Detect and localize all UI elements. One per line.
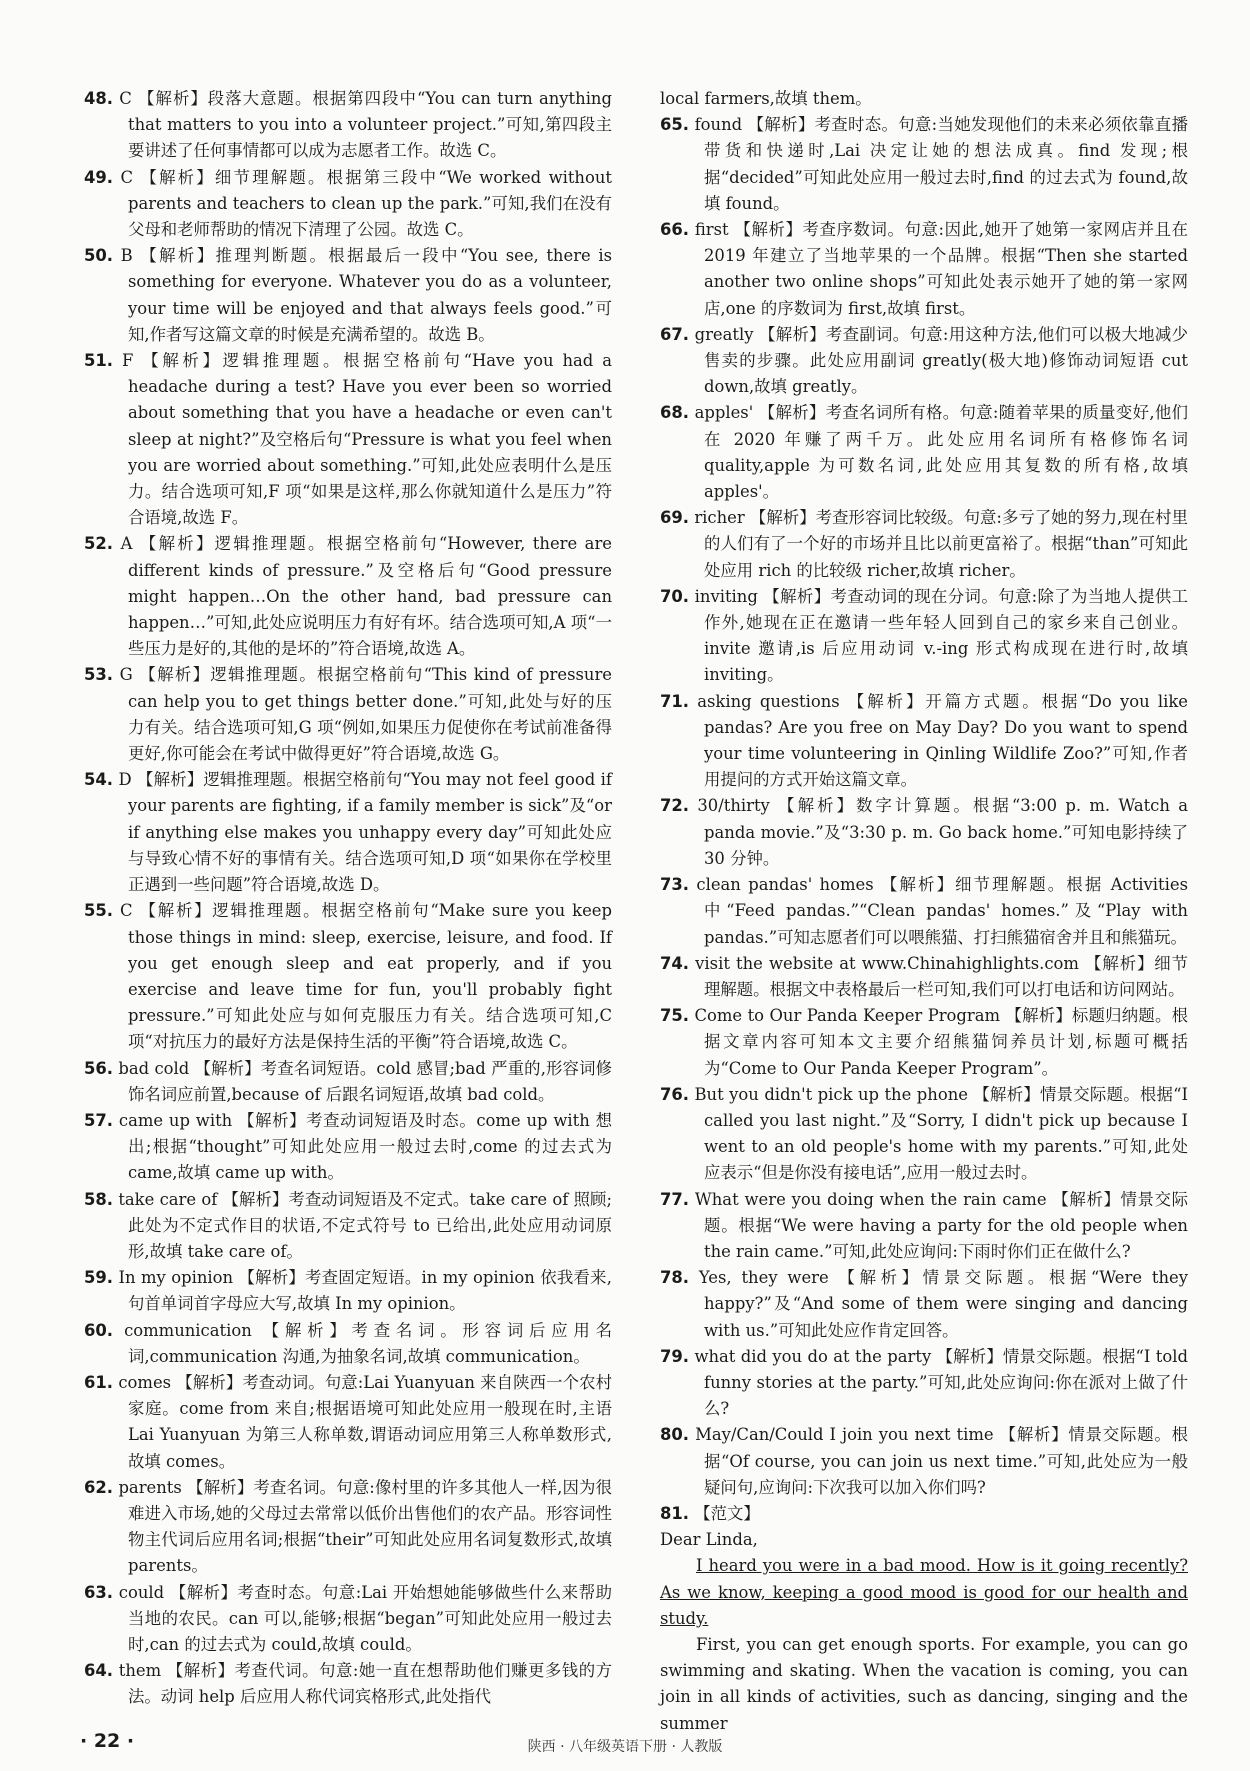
answer-text: communication 【解析】考查名词。形容词后应用名词,communication 沟通,为抽象名词,故填 communication。 <box>124 1320 612 1366</box>
answer-entry <box>660 1265 1188 1344</box>
footer-text: 陕西 · 八年级英语下册 · 人教版 <box>527 1739 723 1755</box>
answer-text: 30/thirty 【解析】数字计算题。根据“3:00 p. m. Watch a panda movie.”及“3:30 p. m. Go back home.”可知电影持续了 30 分钟。 <box>697 796 1188 868</box>
question-number: 56. <box>84 1058 114 1078</box>
answer-entry <box>660 1344 1188 1423</box>
essay-heading <box>660 1501 1188 1527</box>
continued-answer: local farmers,故填 them。 <box>660 89 872 108</box>
question-number: 75. <box>660 1006 690 1026</box>
answer-text: asking questions 【解析】开篇方式题。根据“Do you like pandas? Are you free on May Day? Do you want to spend your time volunteering in Qinling Wildlife Zoo?”可知,作者用提问的方式开始这篇文章。 <box>697 691 1188 790</box>
answer-text: What were you doing when the rain came 【解析】情景交际题。根据“We were having a party for the old people when the rain came.”可知,此处应询问:下雨时你们正在做什么? <box>694 1189 1188 1261</box>
answer-text: found 【解析】考查时态。句意:当她发现他们的未来必须依靠直播带货和快递时,Lai 决定让她的想法成真。find 发现;根据“decided”可知此处应用一般过去时,find 的过去式为 found,故填 found。 <box>694 115 1188 213</box>
answer-text: D 【解析】逻辑推理题。根据空格前句“You may not feel good if your parents are fighting, if a family member is sick”及“or if anything else makes you unhappy every day”可知此处应与导致心情不好的事情有关。结合选项可知,D 项“如果你在学校里正遇到一些问题”符合语境,故选 D。 <box>118 770 612 895</box>
answer-text: In my opinion 【解析】考查固定短语。in my opinion 依我看来,句首单词首字母应大写,故填 In my opinion。 <box>118 1268 612 1314</box>
answer-text: what did you do at the party 【解析】情景交际题。根据“I told funny stories at the party.”可知,此处应询问:你在派对上做了什么? <box>694 1346 1188 1419</box>
essay-paragraph: First, you can get enough sports. For example, you can go swimming and skating. When the vacation is coming, you can join in all kinds of activities, such as dancing, singing and the summer <box>660 1634 1188 1733</box>
answer-entry <box>84 767 612 898</box>
answer-text: first 【解析】考查序数词。句意:因此,她开了她第一家网店并且在 2019 年建立了当地苹果的一个品牌。根据“Then she started another two online shops”可知此处表示她开了她的第一家网店,one 的序数词为 first,故填 first。 <box>694 220 1188 318</box>
question-number: 51. <box>84 351 114 371</box>
essay-number: 81. <box>660 1503 690 1523</box>
question-number: 68. <box>660 403 690 423</box>
answer-text: could 【解析】考查时态。句意:Lai 开始想她能够做些什么来帮助当地的农民。can 可以,能够;根据“began”可知此处应用一般过去时,can 的过去式为 could,故填 could。 <box>118 1582 612 1654</box>
answer-entry <box>660 1422 1188 1501</box>
answer-entry <box>660 793 1188 872</box>
answer-text: F 【解析】逻辑推理题。根据空格前句“Have you had a headache during a test? Have you ever been so worried about something that you have a headache or even can't sleep at night?”及空格后句“Pressure is what you feel when you are worried about something.”可知,此处应表明什么是压力。结合选项可知,F 项“如果是这样,那么你就知道什么是压力”符合语境,故选 F。 <box>121 351 612 528</box>
essay-intro <box>660 1553 1188 1632</box>
answer-entry <box>84 1108 612 1187</box>
answer-text: But you didn't pick up the phone 【解析】情景交际题。根据“I called you last night.”及“Sorry, I didn't pick up because I went to an old people's home with my parents.”可知,此处应表示“但是你没有接电话”,应用一般过去时。 <box>694 1084 1188 1183</box>
question-number: 57. <box>84 1110 114 1130</box>
answer-entry <box>84 1580 612 1659</box>
question-number: 50. <box>84 246 114 266</box>
answer-entry <box>660 872 1188 951</box>
essay-label: 【范文】 <box>694 1503 760 1523</box>
page-number: · 22 · <box>80 1730 135 1752</box>
answer-text: Yes, they were 【解析】情景交际题。根据“Were they happy?”及“And some of them were singing and dancing with us.”可知此处应作肯定回答。 <box>698 1268 1188 1340</box>
question-number: 70. <box>660 586 690 606</box>
answer-entry <box>660 1187 1188 1266</box>
answer-entry <box>84 1658 612 1710</box>
question-number: 67. <box>660 324 690 344</box>
question-number: 80. <box>660 1425 690 1445</box>
answer-entry <box>84 348 612 531</box>
question-number: 77. <box>660 1189 690 1209</box>
left-column <box>84 86 612 1711</box>
question-number: 76. <box>660 1084 690 1104</box>
question-number: 48. <box>84 89 114 108</box>
question-number: 52. <box>84 534 114 554</box>
answer-text: C 【解析】段落大意题。根据第四段中“You can turn anything that matters to you into a volunteer project.”可知,第四段主要讲述了任何事情都可以成为志愿者工作。故选 C。 <box>119 89 612 161</box>
answer-entry <box>84 86 612 165</box>
answer-text: came up with 【解析】考查动词短语及时态。come up with 想出;根据“thought”可知此处应用一般过去时,come 的过去式为 came,故填 came up with。 <box>118 1110 612 1183</box>
answer-entry <box>660 951 1188 1003</box>
question-number: 66. <box>660 220 690 240</box>
question-number: 79. <box>660 1346 690 1366</box>
question-number: 59. <box>84 1268 114 1288</box>
question-number: 60. <box>84 1320 114 1340</box>
question-number: 72. <box>660 796 690 816</box>
question-number: 55. <box>84 901 114 921</box>
answer-entry <box>660 322 1188 401</box>
question-number: 78. <box>660 1268 690 1288</box>
answer-text: inviting 【解析】考查动词的现在分词。句意:除了为当地人提供工作外,她现在正在邀请一些年轻人回到自己的家乡来自己创业。invite 邀请,is 后应用动词 v.-ing 形式构成现在进行时,故填 inviting。 <box>694 586 1188 685</box>
answer-entry <box>84 1265 612 1317</box>
answer-text: visit the website at www.Chinahighlights.com 【解析】细节理解题。根据文中表格最后一栏可知,我们可以打电话和访问网站。 <box>695 953 1188 999</box>
answer-entry <box>660 400 1188 505</box>
answer-text: C 【解析】细节理解题。根据第三段中“We worked without parents and teachers to clean up the park.”可知,我们在没有父母和老师帮助的情况下清理了公园。故选 C。 <box>120 167 612 240</box>
answer-entry <box>660 112 1188 217</box>
question-number: 64. <box>84 1661 114 1681</box>
question-number: 63. <box>84 1582 114 1602</box>
answer-text: Come to Our Panda Keeper Program 【解析】标题归纳题。根据文章内容可知本文主要介绍熊猫饲养员计划,标题可概括为“Come to Our Panda Keeper Program”。 <box>694 1006 1188 1078</box>
answer-entry <box>84 1318 612 1370</box>
answer-entry <box>660 1003 1188 1082</box>
model-essay <box>660 1501 1188 1737</box>
answer-text: C 【解析】逻辑推理题。根据空格前句“Make sure you keep those things in mind: sleep, exercise, leisure, and food. If you get enough sleep and eat properly, and if you exercise and leave time for fun, you'll probably fight pressure.”可知此处应与如何克服压力有关。结合选项可知,C 项“对抗压力的最好方法是保持生活的平衡”符合语境,故选 C。 <box>120 901 612 1052</box>
question-number: 53. <box>84 665 114 685</box>
question-number: 74. <box>660 953 690 973</box>
answer-text: A 【解析】逻辑推理题。根据空格前句“However, there are different kinds of pressure.”及空格后句“Good pressure might happen…On the other hand, bad pressure can happen…”可知,此处应说明压力有好有坏。结合选项可知,A 项“一些压力是好的,其他的是坏的”符合语境,故选 A。 <box>120 534 612 659</box>
question-number: 49. <box>84 167 114 187</box>
salutation: Dear Linda, <box>660 1530 758 1550</box>
answer-entry <box>84 1056 612 1108</box>
answer-text: take care of 【解析】考查动词短语及不定式。take care of 照顾;此处为不定式作目的状语,不定式符号 to 已给出,此处应用动词原形,故填 take care of。 <box>118 1189 612 1261</box>
answer-text: May/Can/Could I join you next time 【解析】情景交际题。根据“Of course, you can join us next time.”可知,此处应为一般疑问句,应询问:下次我可以加入你们吗? <box>695 1425 1188 1497</box>
answer-entry <box>84 1187 612 1266</box>
answer-entry <box>660 584 1188 689</box>
question-number: 65. <box>660 115 690 135</box>
answer-text: parents 【解析】考查名词。句意:像村里的许多其他人一样,因为很难进入市场,她的父母过去常常以低价出售他们的农产品。形容词性物主代词后应用名词;根据“their”可知此处应用名词复数形式,故填 parents。 <box>118 1477 613 1576</box>
answer-entry <box>84 898 612 1055</box>
answer-text: them 【解析】考查代词。句意:她一直在想帮助他们赚更多钱的方法。动词 help 后应用人称代词宾格形式,此处指代 <box>118 1661 612 1707</box>
answer-entry <box>84 1475 612 1580</box>
question-number: 62. <box>84 1477 114 1497</box>
answer-entry <box>660 505 1188 584</box>
answer-text: comes 【解析】考查动词。句意:Lai Yuanyuan 来自陕西一个农村家庭。come from 来自;根据语境可知此处应用一般现在时,主语 Lai Yuanyuan 为第三人称单数,谓语动词应用第三人称单数形式,故填 comes。 <box>118 1372 612 1471</box>
answer-entry <box>84 165 612 244</box>
question-number: 58. <box>84 1189 114 1209</box>
answer-entry <box>660 217 1188 322</box>
answer-entry <box>660 689 1188 794</box>
question-number: 54. <box>84 770 114 790</box>
answer-text: apples' 【解析】考查名词所有格。句意:随着苹果的质量变好,他们在 2020 年赚了两千万。此处应用名词所有格修饰名词 quality,apple 为可数名词,此处应用其复数的所有格,故填 apples'。 <box>694 403 1188 502</box>
answer-text: bad cold 【解析】考查名词短语。cold 感冒;bad 严重的,形容词修饰名词应前置,because of 后跟名词短语,故填 bad cold。 <box>118 1058 612 1104</box>
answer-entry <box>660 1082 1188 1187</box>
answer-text: clean pandas' homes 【解析】细节理解题。根据 Activities 中“Feed pandas.”“Clean pandas' homes.”及“Play with pandas.”可知志愿者们可以喂熊猫、打扫熊猫宿舍并且和熊猫玩。 <box>696 875 1188 947</box>
question-number: 69. <box>660 508 690 528</box>
underlined-sentence: I heard you were in a bad mood. How is it going recently? As we know, keeping a good mood is good for our health and study. <box>660 1556 1188 1628</box>
answer-entry <box>84 531 612 662</box>
answer-entry <box>84 1370 612 1475</box>
answer-entry <box>84 243 612 348</box>
answer-text: richer 【解析】考查形容词比较级。句意:多亏了她的努力,现在村里的人们有了一个好的市场并且比以前更富裕了。根据“than”可知此处应用 rich 的比较级 richer,故填 richer。 <box>694 508 1188 580</box>
answer-entry <box>84 662 612 767</box>
right-column <box>660 86 1188 1737</box>
answer-text: greatly 【解析】考查副词。句意:用这种方法,他们可以极大地减少售卖的步骤。此处应用副词 greatly(极大地)修饰动词短语 cut down,故填 greatly。 <box>694 324 1188 397</box>
question-number: 73. <box>660 875 690 895</box>
question-number: 71. <box>660 691 690 711</box>
question-number: 61. <box>84 1372 114 1392</box>
answer-text: B 【解析】推理判断题。根据最后一段中“You see, there is something for everyone. Whatever you do as a volunteer, your time will be enjoyed and that always feels good.”可知,作者写这篇文章的时候是充满希望的。故选 B。 <box>120 246 612 344</box>
answer-text: G 【解析】逻辑推理题。根据空格前句“This kind of pressure can help you to get things better done.”可知,此处与好的压力有关。结合选项可知,G 项“例如,如果压力促使你在考试前准备得更好,你可能会在考试中做得更好”符合语境,故选 G。 <box>119 665 612 764</box>
